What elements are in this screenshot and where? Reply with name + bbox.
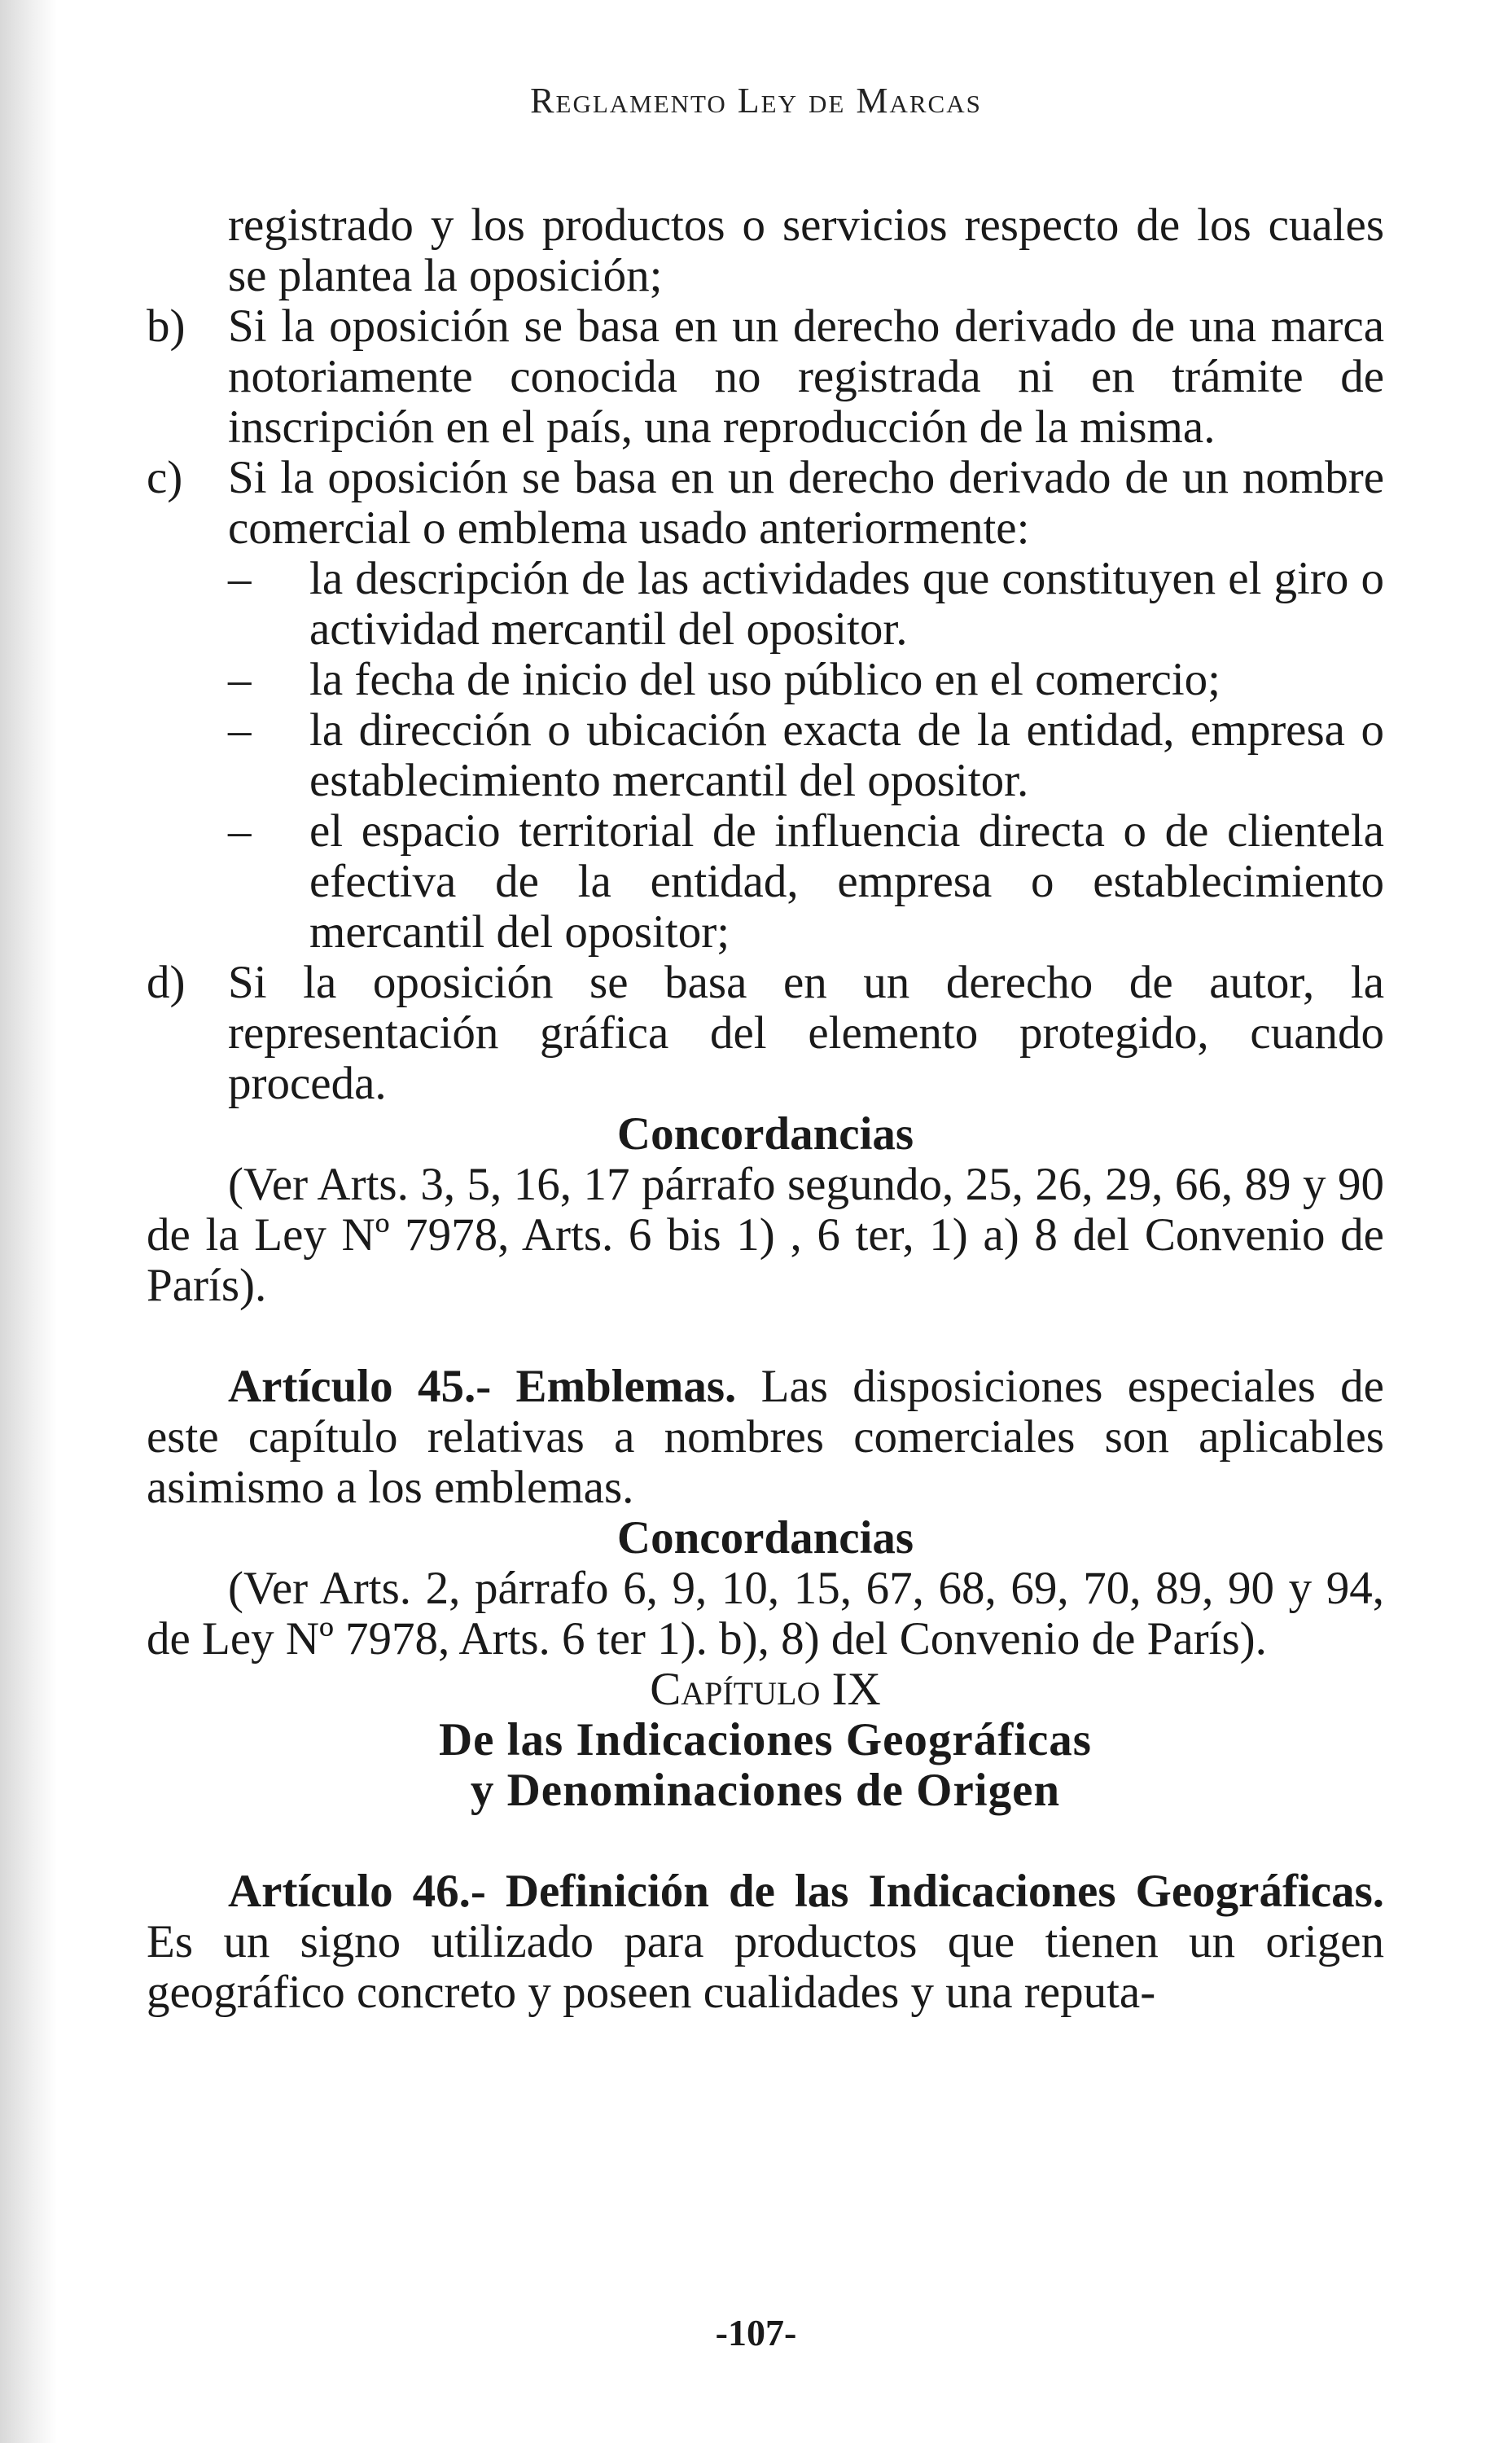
list-item-text: Si la oposición se basa en un derecho derivado de una marca notoriamente conocida no registrada ni en trámite de inscripción en el país, una reproducción de la misma. [228,300,1384,453]
dash-bullet: – [228,654,252,705]
dash-bullet: – [228,704,252,756]
spacer [147,1311,1384,1362]
spacer [147,1816,1384,1866]
concordancias-heading: Concordancias [616,1108,914,1160]
list-item-c [147,453,1384,554]
document-body [147,200,1384,2018]
concordancias-text: (Ver Arts. 2, párrafo 6, 9, 10, 15, 67, 68, 69, 70, 89, 90 y 94, de Ley Nº 7978, Arts. 6 ter 1). b), 8) del Convenio de París). [147,1563,1384,1664]
dash-item-text: el espacio territorial de influencia directa o de clientela efectiva de la entidad, empresa o establecimiento mercantil del opositor; [309,805,1384,958]
page-binding-shadow [0,0,57,2443]
dash-bullet: – [228,553,252,604]
list-item-label: b) [147,300,186,352]
list-item-d [147,958,1384,1109]
dash-item-text: la dirección o ubicación exacta de la entidad, empresa o establecimiento mercantil del opositor. [309,704,1384,806]
dash-item-text: la descripción de las actividades que constituyen el giro o actividad mercantil del opositor. [309,553,1384,655]
list-item-label: c) [147,452,183,503]
dash-item-text: la fecha de inicio del uso público en el comercio; [309,654,1221,705]
chapter-label: Capítulo IX [650,1664,881,1715]
chapter-title-line-1: De las Indicaciones Geográficas [438,1714,1092,1765]
dash-bullet: – [228,805,252,857]
article-46-heading: Artículo 46.- Definición de las Indicaciones Geográficas. [228,1866,1384,1917]
running-head: Reglamento Ley de Marcas [530,81,982,121]
article-45-heading: Artículo 45.- Emblemas. [228,1361,737,1412]
continuation-paragraph: registrado y los productos o servicios respecto de los cuales se plantea la oposición; [228,200,1384,301]
chapter-title-line-2: y Denominaciones de Origen [470,1765,1061,1816]
list-item-b [147,301,1384,453]
list-item-text: Si la oposición se basa en un derecho derivado de un nombre comercial o emblema usado anteriormente: [228,452,1384,554]
article-46-paragraph [147,1866,1384,2018]
list-item-text: Si la oposición se basa en un derecho de autor, la representación gráfica del elemento protegido, cuando proceda. [228,957,1384,1109]
dash-item-1 [147,554,1384,655]
concordancias-heading: Concordancias [616,1512,914,1564]
list-item-label: d) [147,957,186,1008]
dash-item-4 [147,806,1384,958]
article-45-text: Las disposiciones especiales de este capítulo relativas a nombres comerciales son aplicables asimismo a los emblemas. [147,1361,1384,1513]
dash-item-2 [147,655,1384,705]
concordancias-text: (Ver Arts. 3, 5, 16, 17 párrafo segundo, 25, 26, 29, 66, 89 y 90 de la Ley Nº 7978, Arts. 6 bis 1) , 6 ter, 1) a) 8 del Convenio de París). [147,1159,1384,1311]
page-number: -107- [715,2312,797,2353]
article-46-text: Es un signo utilizado para productos que tienen un origen geográfico concreto y poseen cualidades y una reputa- [147,1916,1384,2018]
article-45-paragraph [147,1362,1384,1513]
dash-item-3 [147,705,1384,806]
